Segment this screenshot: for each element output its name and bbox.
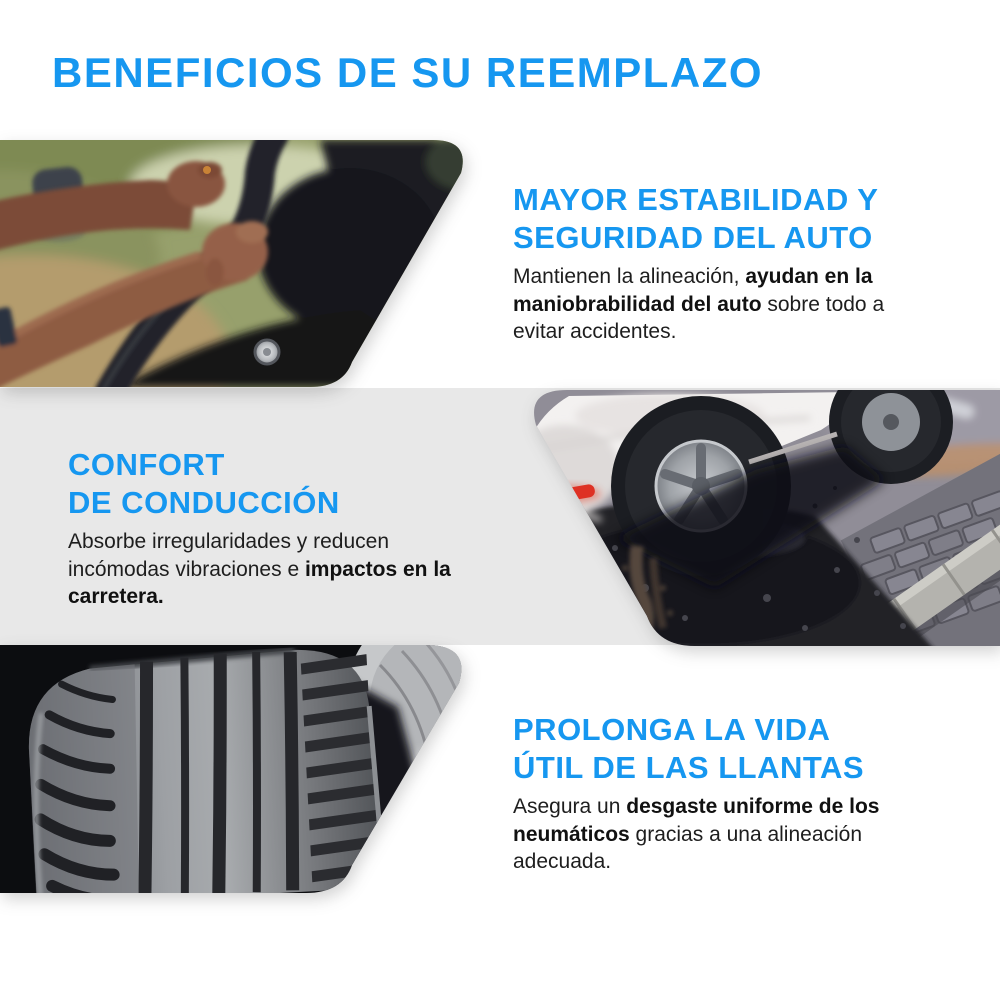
benefit-body-text: Absorbe irregularidades y reducen incómodas vibraciones e impactos en la carretera. <box>68 530 451 608</box>
benefit-section-estabilidad <box>513 181 913 346</box>
benefit-heading <box>68 446 478 522</box>
steering-wheel-photo <box>0 140 475 387</box>
heading-line-1: PROLONGA LA VIDA <box>513 712 831 747</box>
benefit-section-vida-llantas <box>513 711 923 876</box>
heading-line-1: CONFORT <box>68 447 225 482</box>
benefit-section-confort <box>68 446 478 611</box>
heading-line-2: DE CONDUCCIÓN <box>68 485 340 520</box>
benefit-body-text: Mantienen la alineación, ayudan en la maniobrabilidad del auto sobre todo a evitar accidentes. <box>513 265 885 343</box>
page-title: BENEFICIOS DE SU REEMPLAZO <box>52 49 764 96</box>
main-tire <box>24 646 384 893</box>
benefit-heading <box>513 181 913 257</box>
heading-line-1: MAYOR ESTABILIDAD Y <box>513 182 879 217</box>
heading-line-2: SEGURIDAD DEL AUTO <box>513 220 873 255</box>
benefit-heading <box>513 711 923 787</box>
tire-tread-photo <box>0 645 475 893</box>
heading-line-2: ÚTIL DE LAS LLANTAS <box>513 750 865 785</box>
benefit-body-text: Asegura un desgaste uniforme de los neumáticos gracias a una alineación adecuada. <box>513 795 880 873</box>
pothole-wheel-photo <box>505 388 1000 648</box>
